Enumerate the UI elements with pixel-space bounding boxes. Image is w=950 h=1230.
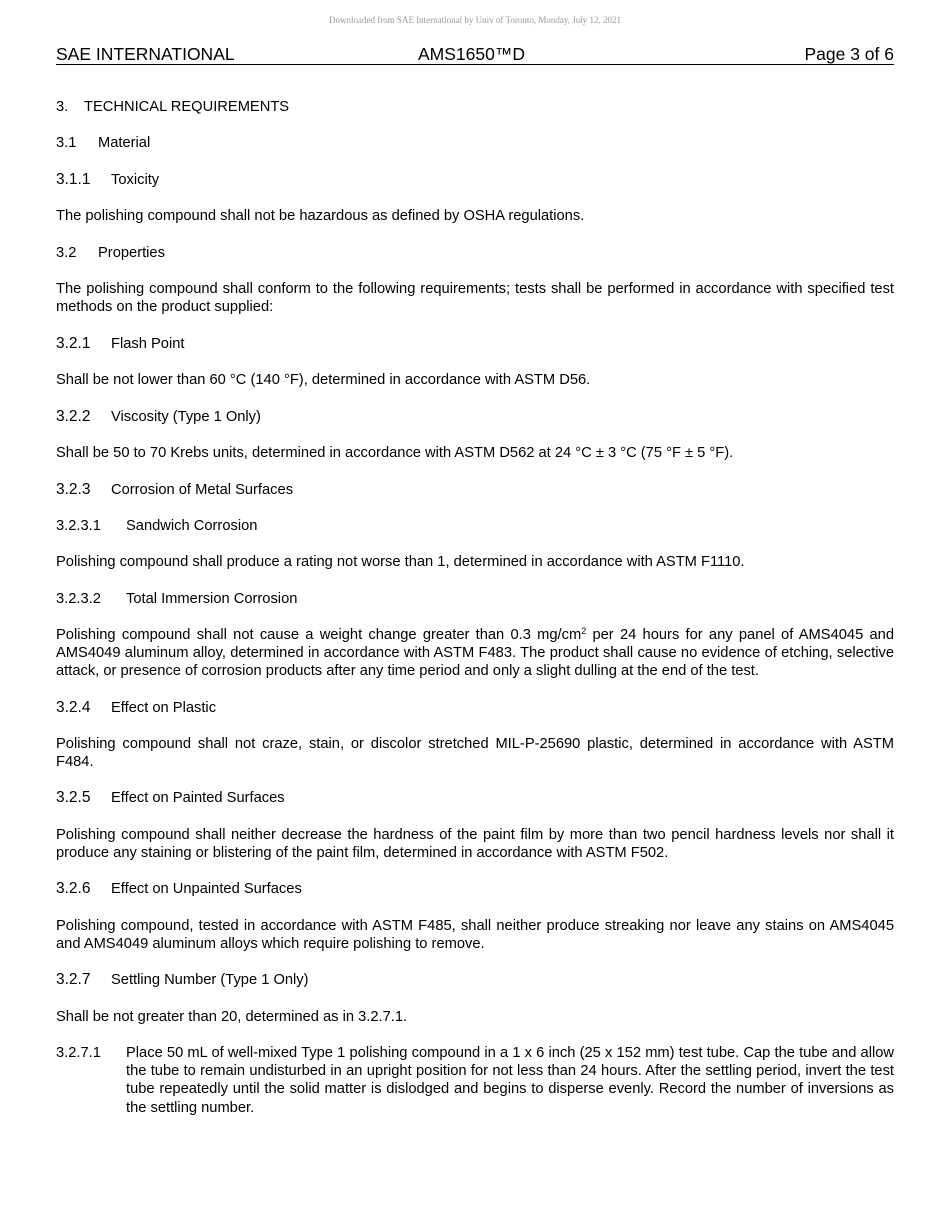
paragraph-settling-procedure: Place 50 mL of well-mixed Type 1 polishing compound in a 1 x 6 inch (25 x 152 mm) test tube. Cap the tube and allow the tube to remain undisturbed in an upright position for not less than 24 hours. After the settling period, invert the test tube repeatedly until the solid matter is dislodged and begins to disperse evenly. Record the number of inversions as the settling number. xyxy=(126,1045,894,1116)
section-title: Corrosion of Metal Surfaces xyxy=(111,482,294,498)
paragraph-effect-on-plastic: Polishing compound shall not craze, stain, or discolor stretched MIL-P-25690 plastic, determined in accordance with ASTM F484. xyxy=(56,736,894,771)
section-number: 3.1.1 xyxy=(56,171,91,188)
section-heading-3-2-6 xyxy=(56,880,894,898)
section-title: Sandwich Corrosion xyxy=(126,518,258,534)
superscript: 2 xyxy=(581,626,587,636)
section-title: Material xyxy=(98,135,151,151)
section-number: 3. xyxy=(56,99,69,115)
text-run: Polishing compound shall not cause a weight change greater than 0.3 mg/cm xyxy=(56,627,582,643)
section-heading-3-2-5 xyxy=(56,789,894,807)
paragraph-effect-on-unpainted-surfaces: Polishing compound, tested in accordance with ASTM F485, shall neither produce streaking nor leave any stains on AMS4045 and AMS4049 aluminum alloys which require polishing to remove. xyxy=(56,918,894,953)
paragraph-effect-on-painted-surfaces: Polishing compound shall neither decrease the hardness of the paint film by more than two pencil hardness levels nor shall it produce any staining or blistering of the paint film, determined in accordance with ASTM F502. xyxy=(56,827,894,862)
section-title: Flash Point xyxy=(111,336,185,352)
section-title: Viscosity (Type 1 Only) xyxy=(111,409,261,425)
section-number: 3.2.3.1 xyxy=(56,518,101,534)
header-page-number: Page 3 of 6 xyxy=(804,44,894,64)
section-number: 3.2.3.2 xyxy=(56,591,101,607)
header-organization: SAE INTERNATIONAL xyxy=(56,44,235,64)
section-number: 3.2.7 xyxy=(56,971,91,988)
paragraph-toxicity: The polishing compound shall not be hazardous as defined by OSHA regulations. xyxy=(56,208,585,224)
section-title: Properties xyxy=(98,245,165,261)
section-title: Toxicity xyxy=(111,172,160,188)
section-number: 3.2.4 xyxy=(56,699,91,716)
section-number: 3.1 xyxy=(56,135,77,151)
section-heading-3-2-4 xyxy=(56,699,894,717)
section-title: Effect on Plastic xyxy=(111,700,217,716)
paragraph-sandwich-corrosion: Polishing compound shall produce a rating not worse than 1, determined in accordance with ASTM F1110. xyxy=(56,554,745,570)
text-run: per 24 hours for any panel of AMS4045 and AMS4049 aluminum alloy, determined in accordance with ASTM F483. The product shall cause no evidence of etching, selective attack, or presence of corrosion products after any time period and only a slight dulling at the end of the test. xyxy=(56,627,894,680)
section-title: Effect on Unpainted Surfaces xyxy=(111,881,302,897)
section-number: 3.2.3 xyxy=(56,481,91,498)
section-number: 3.2.1 xyxy=(56,335,91,352)
header-document-id: AMS1650™D xyxy=(418,44,525,64)
section-title: Effect on Painted Surfaces xyxy=(111,790,285,806)
paragraph-flash-point: Shall be not lower than 60 °C (140 °F), determined in accordance with ASTM D56. xyxy=(56,372,591,388)
paragraph-settling-number: Shall be not greater than 20, determined as in 3.2.7.1. xyxy=(56,1009,408,1025)
section-heading-3-2-3-1 xyxy=(56,517,894,535)
section-number: 3.2.5 xyxy=(56,789,91,806)
section-number: 3.2 xyxy=(56,245,77,261)
section-heading-3 xyxy=(56,98,894,116)
section-heading-3-2 xyxy=(56,244,894,262)
section-title: Total Immersion Corrosion xyxy=(126,591,298,607)
section-heading-3-1-1 xyxy=(56,171,894,189)
section-title: Settling Number (Type 1 Only) xyxy=(111,972,309,988)
download-watermark: Downloaded from SAE International by Univ of Toronto, Monday, July 12, 2021 xyxy=(328,15,622,25)
page-header xyxy=(56,44,894,65)
section-number: 3.2.7.1 xyxy=(56,1045,101,1061)
section-number: 3.2.2 xyxy=(56,408,91,425)
paragraph-total-immersion-corrosion xyxy=(56,626,894,681)
section-heading-3-2-3 xyxy=(56,481,894,499)
section-heading-3-2-3-2 xyxy=(56,590,894,608)
section-number: 3.2.6 xyxy=(56,880,91,897)
paragraph-properties: The polishing compound shall conform to the following requirements; tests shall be performed in accordance with specified test methods on the product supplied: xyxy=(56,281,894,316)
paragraph-viscosity: Shall be 50 to 70 Krebs units, determined in accordance with ASTM D562 at 24 °C ± 3 °C (75 °F ± 5 °F). xyxy=(56,445,734,461)
section-heading-3-2-2 xyxy=(56,408,894,426)
section-title: TECHNICAL REQUIREMENTS xyxy=(84,99,290,115)
paragraph-3-2-7-1 xyxy=(56,1044,894,1117)
section-heading-3-2-7 xyxy=(56,971,894,989)
section-heading-3-1 xyxy=(56,134,894,152)
section-heading-3-2-1 xyxy=(56,335,894,353)
